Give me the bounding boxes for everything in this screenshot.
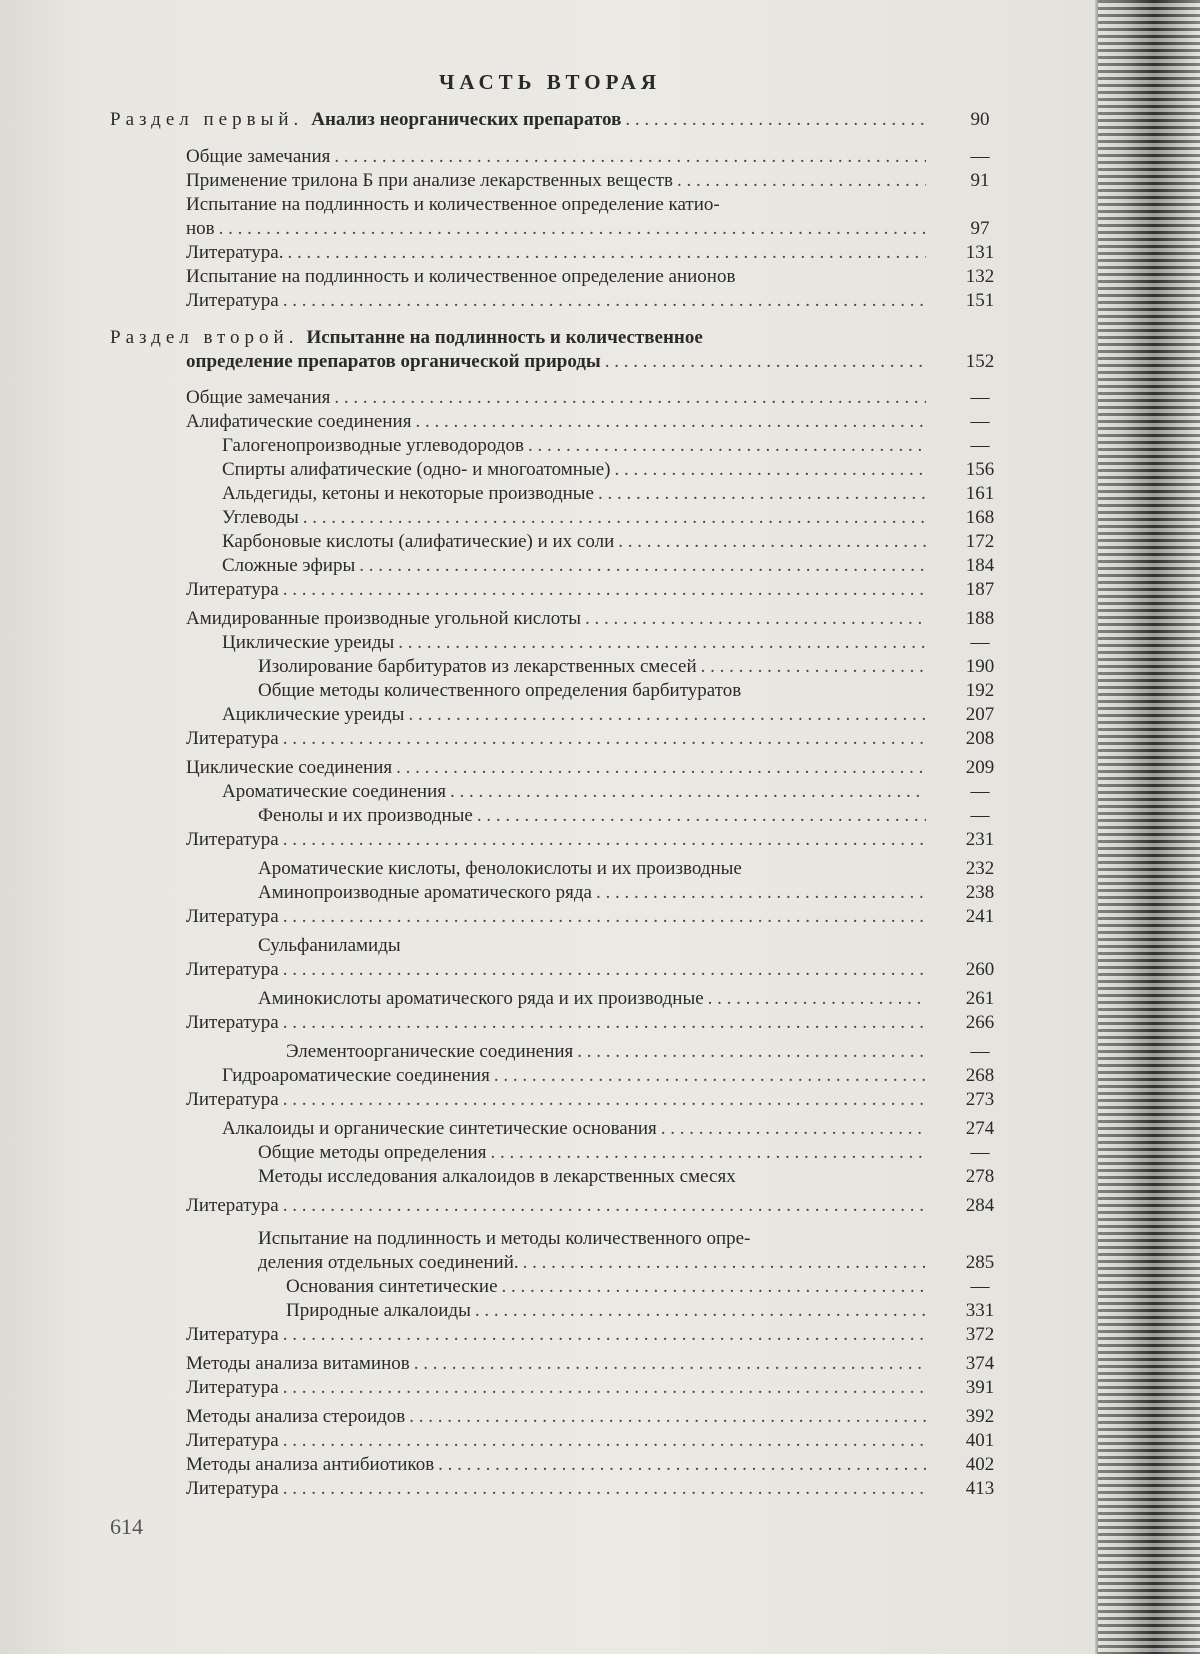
toc-entry: Литература . . . xyxy=(186,578,930,602)
section-title: Анализ неорганических препаратов xyxy=(311,109,622,130)
toc-entry: Литература . . . xyxy=(186,1194,930,1218)
page-number: 614 xyxy=(110,1514,143,1539)
toc-entry: Общие замечания . . . xyxy=(186,145,930,169)
page-ref: 97 xyxy=(970,218,990,239)
toc-entry: Литература . . . xyxy=(186,1429,930,1453)
page-ref: 187 xyxy=(965,579,995,600)
page-ref: 208 xyxy=(965,728,995,749)
toc-entry: Углеводы . . . xyxy=(222,506,930,530)
toc-entry: Методы анализа антибиотиков . . . xyxy=(186,1453,930,1477)
page-ref: 391 xyxy=(965,1377,995,1398)
toc-entry: Испытание на подлинность и методы количественного опре- xyxy=(258,1228,751,1249)
page-ref: — xyxy=(970,1041,990,1062)
page-ref: 374 xyxy=(965,1353,995,1374)
toc-entry: Испытание на подлинность и количественное определение анионов xyxy=(186,266,736,287)
toc-entry: Общие методы количественного определения барбитуратов xyxy=(258,680,742,701)
toc-entry: Литература . . . xyxy=(186,1088,930,1112)
toc-entry: Литература. . . . xyxy=(186,241,930,265)
part-title: ЧАСТЬ ВТОРАЯ xyxy=(438,70,662,94)
page-ref: 151 xyxy=(965,290,995,311)
toc-entry: Циклические уреиды . . . xyxy=(222,631,930,655)
toc-entry: Литература . . . xyxy=(186,1376,930,1400)
toc-entry: Литература . . . xyxy=(186,1477,930,1501)
toc-entry: Циклические соединения . . . xyxy=(186,756,930,780)
page-ref: 372 xyxy=(965,1324,995,1345)
page-ref: 266 xyxy=(965,1012,995,1033)
leader-dots xyxy=(605,350,926,374)
toc-entry: Литература . . . xyxy=(186,905,930,929)
page-ref: 188 xyxy=(965,608,995,629)
toc-entry: Алкалоиды и органические синтетические основания . . . xyxy=(222,1117,930,1141)
toc-entry: Общие замечания . . . xyxy=(186,386,930,410)
page-ref: 261 xyxy=(965,988,995,1009)
toc-entry: Литература . . . xyxy=(186,828,930,852)
page-ref: 284 xyxy=(965,1195,995,1216)
toc-entry: Аминокислоты ароматического ряда и их производные . . . xyxy=(258,987,930,1011)
toc-entry: Изолирование барбитуратов из лекарственных смесей . . . xyxy=(258,655,930,679)
page-ref: — xyxy=(970,387,990,408)
book-spine xyxy=(1098,0,1200,1654)
toc-entry: Сульфаниламиды xyxy=(258,935,401,956)
section-title: определение препаратов органической природы xyxy=(186,351,601,372)
page-ref: — xyxy=(970,805,990,826)
toc-entry: Применение трилона Б при анализе лекарственных веществ . . . xyxy=(186,169,930,193)
page-ref: 232 xyxy=(965,858,995,879)
page-ref: 401 xyxy=(965,1430,995,1451)
page-ref: 207 xyxy=(965,704,995,725)
page-ref: 184 xyxy=(965,555,995,576)
page-ref: 278 xyxy=(965,1166,995,1187)
page-ref: 168 xyxy=(965,507,995,528)
page-ref: 152 xyxy=(965,351,995,372)
section-heading-2-cont xyxy=(186,350,930,374)
page-ref: — xyxy=(970,435,990,456)
toc-entry: Ароматические соединения . . . xyxy=(222,780,930,804)
toc-entry: Ароматические кислоты, фенолокислоты и их производные xyxy=(258,858,742,879)
page-ref: 273 xyxy=(965,1089,995,1110)
page-ref: 331 xyxy=(965,1300,995,1321)
page-ref: 402 xyxy=(965,1454,995,1475)
toc-entry: Литература . . . xyxy=(186,1011,930,1035)
toc-entry: Аминопроизводные ароматического ряда . . . xyxy=(258,881,930,905)
toc-entry: Гидроароматические соединения . . . xyxy=(222,1064,930,1088)
toc-entry: Амидированные производные угольной кислоты . . . xyxy=(186,607,930,631)
page-ref: 274 xyxy=(965,1118,995,1139)
section-title: Испытанне на подлинность и количественное xyxy=(306,327,703,348)
page-ref: 172 xyxy=(965,531,995,552)
page-ref: 192 xyxy=(965,680,995,701)
page-ref: 190 xyxy=(965,656,995,677)
toc-entry: Элементоорганические соединения . . . xyxy=(286,1040,930,1064)
toc-entry: Альдегиды, кетоны и некоторые производные . . . xyxy=(222,482,930,506)
section-heading-2 xyxy=(110,326,930,350)
toc-entry: Сложные эфиры . . . xyxy=(222,554,930,578)
toc-entry: нов . . . xyxy=(186,217,930,241)
page-ref: — xyxy=(970,146,990,167)
page-ref: 285 xyxy=(965,1252,995,1273)
page-ref: 231 xyxy=(965,829,995,850)
page-ref: — xyxy=(970,781,990,802)
page-ref: — xyxy=(970,1276,990,1297)
page-ref: 90 xyxy=(970,109,990,130)
section-heading-1 xyxy=(110,108,930,132)
toc-entry: Методы исследования алкалоидов в лекарственных смесях xyxy=(258,1166,736,1187)
page-ref: 241 xyxy=(965,906,995,927)
toc-entry: Общие методы определения . . . xyxy=(258,1141,930,1165)
page-ref: 132 xyxy=(965,266,995,287)
toc-entry: Литература . . . xyxy=(186,289,930,313)
page-ref: 268 xyxy=(965,1065,995,1086)
section-prefix: Раздел второй. xyxy=(110,327,299,348)
page-ref: — xyxy=(970,411,990,432)
page-ref: 392 xyxy=(965,1406,995,1427)
toc-entry: Основания синтетические . . . xyxy=(286,1275,930,1299)
toc-entry: Литература . . . xyxy=(186,727,930,751)
page-ref: 91 xyxy=(970,170,990,191)
toc-entry: Литература . . . xyxy=(186,1323,930,1347)
toc-entry: Литература . . . xyxy=(186,958,930,982)
page-ref: — xyxy=(970,1142,990,1163)
page-ref: 209 xyxy=(965,757,995,778)
page-ref: 238 xyxy=(965,882,995,903)
toc-entry: Алифатические соединения . . . xyxy=(186,410,930,434)
toc-entry: Методы анализа стероидов . . . xyxy=(186,1405,930,1429)
page-ref: 161 xyxy=(965,483,995,504)
toc-entry: деления отдельных соединений. . . . xyxy=(258,1251,930,1275)
toc-entry: Фенолы и их производные . . . xyxy=(258,804,930,828)
page-ref: 156 xyxy=(965,459,995,480)
toc-entry: Методы анализа витаминов . . . xyxy=(186,1352,930,1376)
toc-entry: Испытание на подлинность и количественное определение катио- xyxy=(186,194,720,215)
page-ref: 413 xyxy=(965,1478,995,1499)
page-ref: 260 xyxy=(965,959,995,980)
page-ref: 131 xyxy=(965,242,995,263)
toc-entry: Природные алкалоиды . . . xyxy=(286,1299,930,1323)
page-ref: — xyxy=(970,632,990,653)
section-prefix: Раздел первый. xyxy=(110,109,304,130)
leader-dots xyxy=(625,108,926,132)
toc-entry: Галогенопроизводные углеводородов . . . xyxy=(222,434,930,458)
toc-entry: Ациклические уреиды . . . xyxy=(222,703,930,727)
toc-entry: Спирты алифатические (одно- и многоатомные) . . . xyxy=(222,458,930,482)
toc-entry: Карбоновые кислоты (алифатические) и их соли . . . xyxy=(222,530,930,554)
